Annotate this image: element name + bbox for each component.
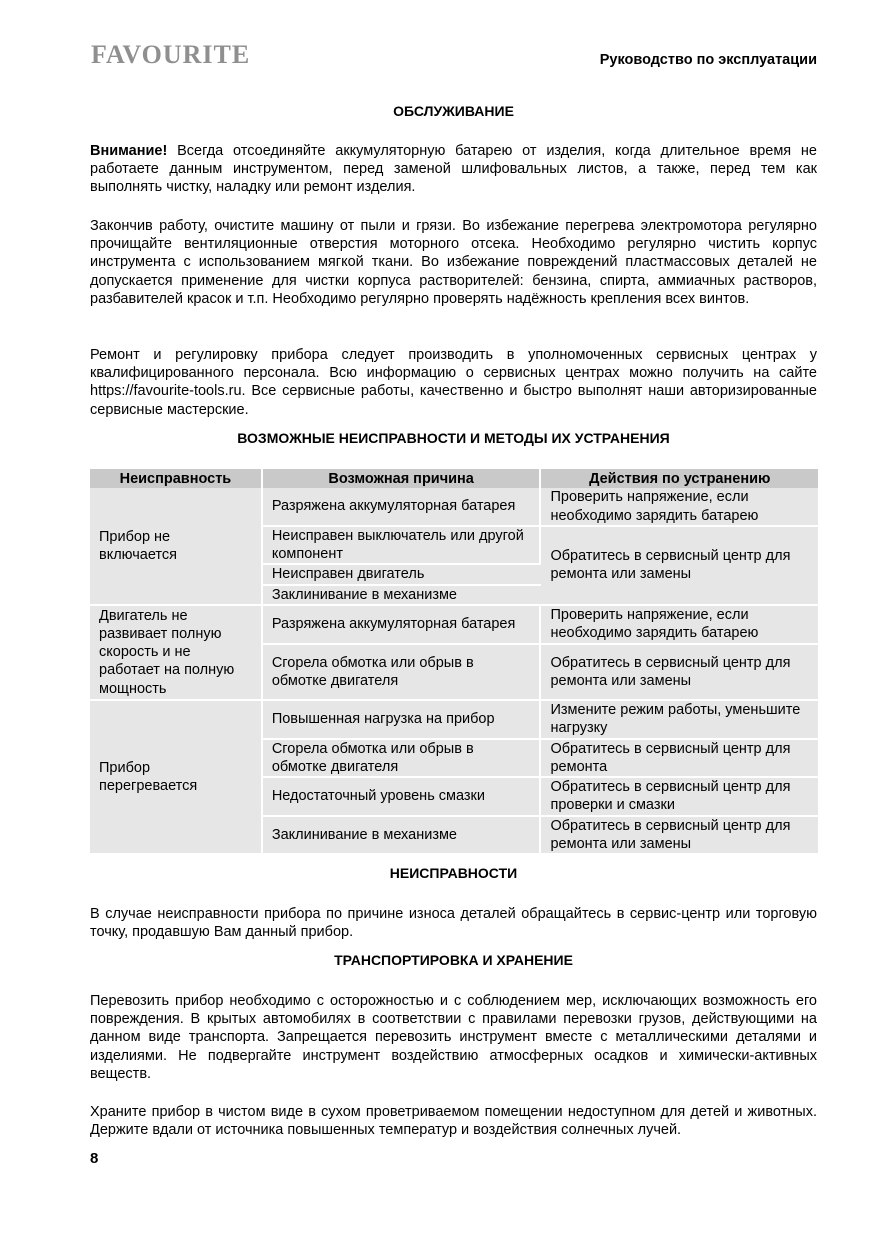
troubleshooting-table — [90, 469, 818, 855]
action-cell: Обратитесь в сервисный центр для ремонта или замены — [541, 527, 818, 606]
column-header-fault: Неисправность — [90, 469, 263, 488]
cause-cell: Неисправен выключатель или другой компонент — [263, 527, 542, 565]
cause-cell: Заклинивание в механизме — [263, 817, 542, 855]
repair-paragraph: Ремонт и регулировку прибора следует производить в уполномоченных сервисных центрах у квалифицированного персонала. Всю информацию о сервисных центрах можно получить на сайте https://favourite-tools.ru. Все сервисные работы, качественно и быстро выполнят наши авторизированные сервисные мастерские. — [90, 347, 817, 418]
cleaning-paragraph: Закончив работу, очистите машину от пыли и грязи. Во избежание перегрева электромотора регулярно прочищайте вентиляционные отверстия моторного отсека. Необходимо регулярно чистить корпус инструмента с использованием мягкой ткани. Во избежание повреждений пластмассовых деталей не допускается применение для чистки корпуса растворителей: бензина, спирта, аммиачных растворов, разбавителей красок и т.п. Необходимо регулярно проверять надёжность крепления всех винтов. — [90, 218, 817, 307]
warning-label: Внимание! — [90, 143, 168, 159]
column-header-action: Действия по устранению — [541, 469, 818, 488]
storage-paragraph: Храните прибор в чистом виде в сухом проветриваемом помещении недоступном для детей и животных. Держите вдали от источника повышенных температур и воздействия солнечных лучей. — [90, 1104, 817, 1139]
table-row — [90, 488, 818, 527]
troubleshooting-heading: ВОЗМОЖНЫЕ НЕИСПРАВНОСТИ И МЕТОДЫ ИХ УСТРАНЕНИЯ — [237, 430, 670, 446]
cause-cell: Недостаточный уровень смазки — [263, 778, 542, 816]
warning-paragraph — [90, 142, 817, 197]
action-cell: Обратитесь в сервисный центр для проверки и смазки — [541, 778, 818, 816]
table-header-row — [90, 469, 818, 488]
fault-cell: Прибор перегревается — [90, 701, 263, 855]
cause-cell: Разряжена аккумуляторная батарея — [263, 606, 542, 645]
transport-heading: ТРАНСПОРТИРОВКА И ХРАНЕНИЕ — [334, 952, 573, 968]
transport-paragraph: Перевозить прибор необходимо с осторожностью и с соблюдением мер, исключающих возможность его повреждения. В крытых автомобилях в соответствии с правилами перевозки грузов, действующими на данном виде транспорта. Запрещается перевозить инструмент вместе с металлическими деталями и изделиями. Не подвергайте инструмент воздействию атмосферных осадков и химически-активных веществ. — [90, 993, 817, 1082]
action-cell: Обратитесь в сервисный центр для ремонта — [541, 740, 818, 778]
action-cell: Проверить напряжение, если необходимо зарядить батарею — [541, 606, 818, 645]
cause-cell: Сгорела обмотка или обрыв в обмотке двигателя — [263, 645, 542, 701]
cause-cell: Повышенная нагрузка на прибор — [263, 701, 542, 740]
action-cell: Обратитесь в сервисный центр для ремонта или замены — [541, 817, 818, 855]
cause-cell: Разряжена аккумуляторная батарея — [263, 488, 542, 527]
cause-cell: Заклинивание в механизме — [263, 586, 542, 606]
table-row — [90, 606, 818, 645]
column-header-cause: Возможная причина — [263, 469, 542, 488]
fault-cell: Двигатель не развивает полную скорость и не работает на полную мощность — [90, 606, 263, 701]
action-cell: Проверить напряжение, если необходимо зарядить батарею — [541, 488, 818, 527]
cause-cell: Сгорела обмотка или обрыв в обмотке двигателя — [263, 740, 542, 778]
action-cell: Измените режим работы, уменьшите нагрузку — [541, 701, 818, 740]
maintenance-heading: ОБСЛУЖИВАНИЕ — [393, 103, 514, 119]
table-row — [90, 701, 818, 740]
fault-cell: Прибор не включается — [90, 488, 263, 606]
brand-logo: FAVOURITE — [91, 40, 251, 69]
page-number: 8 — [90, 1150, 99, 1167]
cause-cell: Неисправен двигатель — [263, 565, 542, 585]
action-cell: Обратитесь в сервисный центр для ремонта или замены — [541, 645, 818, 701]
faults-heading: НЕИСПРАВНОСТИ — [389, 865, 518, 881]
document-title: Руководство по эксплуатации — [599, 52, 817, 68]
faults-paragraph: В случае неисправности прибора по причине износа деталей обращайтесь в сервис-центр или торговую точку, продавшую Вам данный прибор. — [90, 906, 817, 941]
warning-text: Всегда отсоединяйте аккумуляторную батарею от изделия, когда длительное время не работаете данным инструментом, перед заменой шлифовальных листов, а также, перед тем как выполнять чистку, наладку или ремонт изделия. — [90, 143, 817, 196]
